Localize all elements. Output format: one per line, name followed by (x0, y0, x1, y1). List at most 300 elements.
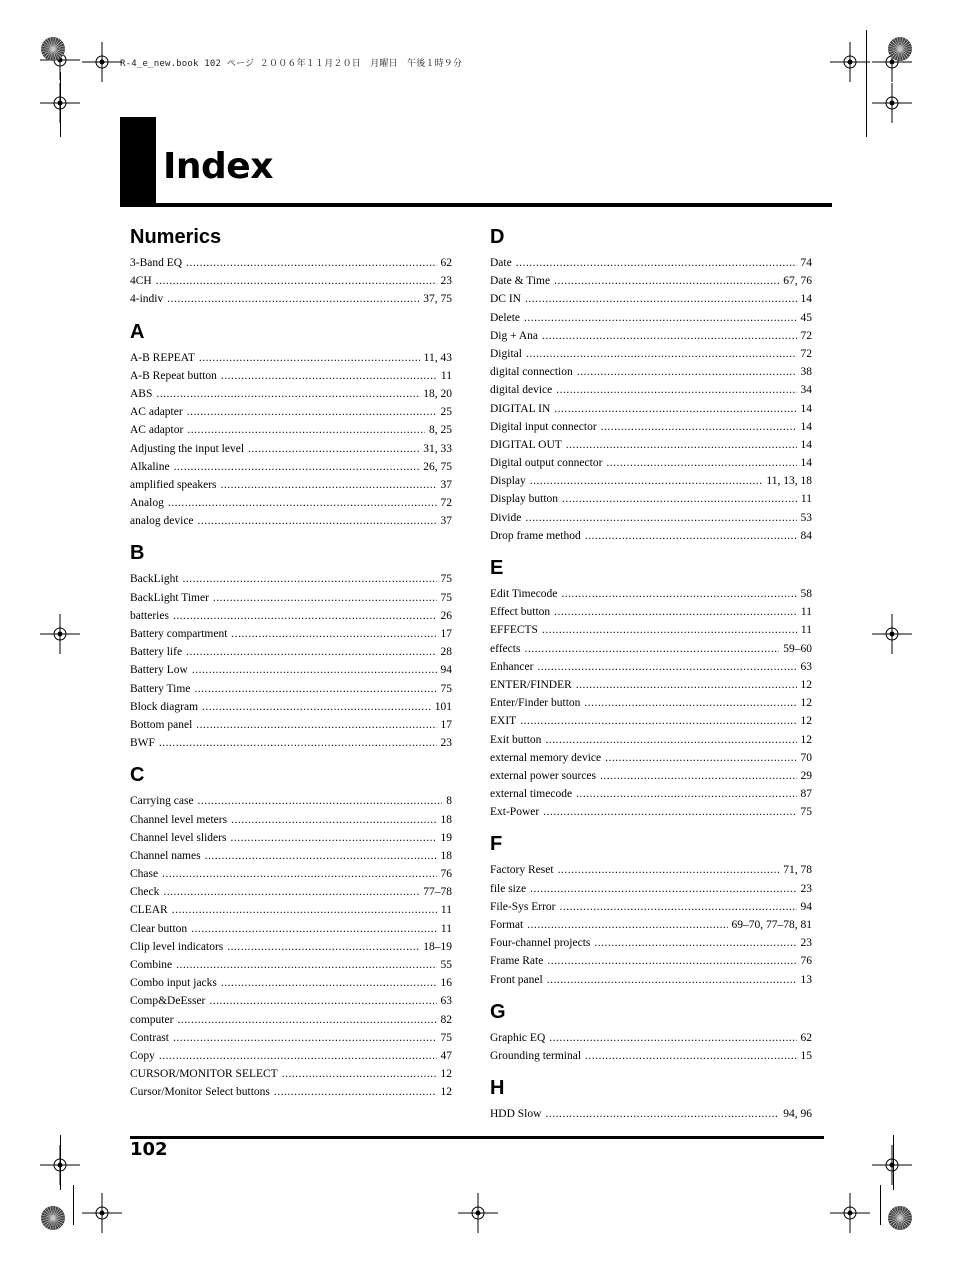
index-pages: 16 (440, 977, 452, 990)
index-pages: 15 (800, 1049, 812, 1062)
index-entry (130, 698, 452, 716)
index-pages: 84 (800, 529, 812, 542)
dot-leader (248, 440, 419, 458)
index-term: Effect button (490, 606, 551, 619)
index-term: Frame Rate (490, 955, 544, 968)
trim-line (60, 1135, 61, 1190)
index-pages: 14 (800, 438, 812, 451)
dot-leader (554, 400, 796, 418)
index-entry (130, 811, 452, 829)
index-pages: 23 (800, 882, 812, 895)
index-term: Display button (490, 493, 559, 506)
index-term: Battery life (130, 646, 183, 659)
index-section (130, 319, 452, 531)
footer-rule (130, 1136, 824, 1139)
index-term: Format (490, 919, 524, 931)
trim-line (866, 72, 867, 137)
index-pages: 45 (800, 311, 812, 324)
index-term: external power sources (490, 769, 597, 782)
index-entry (490, 309, 812, 327)
index-entry (490, 472, 812, 490)
trim-line (866, 30, 867, 72)
index-term: Grounding terminal (490, 1049, 582, 1062)
index-entry (130, 865, 452, 883)
index-pages: 23 (440, 737, 452, 750)
index-term: Four-channel projects (490, 937, 591, 950)
dot-leader (231, 625, 436, 643)
dot-leader (274, 1083, 437, 1101)
title-black-block (120, 117, 156, 205)
index-term: 3-Band EQ (130, 257, 183, 269)
dot-leader (162, 865, 436, 883)
dot-leader (183, 570, 437, 588)
index-entry (130, 272, 452, 290)
index-term: BackLight Timer (130, 591, 209, 604)
index-pages: 38 (800, 366, 812, 379)
index-entry (490, 712, 812, 730)
dot-leader (172, 901, 437, 919)
index-term: BackLight (130, 573, 179, 586)
index-pages: 72 (800, 329, 812, 342)
dot-leader (205, 847, 437, 865)
dot-leader (221, 974, 437, 992)
index-term: 4CH (130, 275, 152, 288)
index-pages: 63 (800, 660, 812, 673)
index-pages: 94, 96 (783, 1108, 812, 1121)
dot-leader (585, 527, 797, 545)
dot-leader (527, 916, 727, 934)
index-pages: 14 (800, 420, 812, 433)
index-term: 4-indiv (130, 293, 164, 306)
index-term: Block diagram (130, 700, 199, 713)
dot-leader (525, 509, 796, 527)
index-term: Copy (130, 1049, 155, 1062)
index-entry (130, 1029, 452, 1047)
index-entry (130, 254, 452, 272)
index-entry (130, 421, 452, 439)
index-term: Carrying case (130, 795, 194, 808)
index-pages: 11, 43 (423, 351, 452, 364)
index-pages: 23 (440, 275, 452, 288)
dot-leader (159, 734, 437, 752)
dot-leader (520, 712, 796, 730)
dot-leader (173, 1029, 437, 1047)
index-entry (130, 440, 452, 458)
dot-leader (549, 1029, 796, 1047)
dot-leader (231, 811, 436, 829)
index-term: amplified speakers (130, 478, 217, 491)
index-term: Analog (130, 497, 164, 510)
index-term: CLEAR (130, 904, 168, 917)
index-pages: 14 (800, 293, 812, 306)
dot-leader (606, 454, 796, 472)
dot-leader (561, 585, 796, 603)
index-term: Digital output connector (490, 457, 603, 470)
index-term: Ext-Power (490, 806, 540, 819)
index-pages: 58 (800, 588, 812, 600)
index-entry (490, 676, 812, 694)
index-entry (130, 938, 452, 956)
index-entry (130, 829, 452, 847)
index-pages: 75 (800, 806, 812, 819)
dot-leader (545, 1105, 779, 1123)
index-term: Date & Time (490, 275, 551, 288)
index-term: DIGITAL IN (490, 402, 551, 415)
index-term: Digital (490, 347, 522, 360)
index-pages: 18 (440, 813, 452, 826)
registration-mark-icon (82, 42, 122, 82)
dot-leader (173, 607, 437, 625)
index-term: file size (490, 882, 527, 895)
index-pages: 62 (440, 257, 452, 269)
index-term: Battery compartment (130, 628, 228, 640)
index-entry (490, 898, 812, 916)
index-entry (490, 490, 812, 508)
dot-leader (194, 680, 436, 698)
index-pages: 18–19 (423, 940, 452, 953)
dot-leader (156, 272, 437, 290)
index-pages: 29 (800, 769, 812, 782)
index-term: Comp&DeEsser (130, 995, 206, 1008)
index-entry (490, 345, 812, 363)
index-pages: 11 (440, 904, 452, 917)
index-term: Digital input connector (490, 420, 597, 433)
trim-line (893, 1135, 894, 1190)
dot-leader (187, 403, 437, 421)
index-pages: 11 (800, 624, 812, 637)
dot-leader (174, 458, 420, 476)
dot-leader (176, 956, 436, 974)
index-section (130, 762, 452, 1101)
index-entry (490, 640, 812, 658)
index-pages: 71, 78 (783, 864, 812, 877)
index-pages: 87 (800, 788, 812, 801)
index-entry (490, 934, 812, 952)
index-pages: 72 (800, 347, 812, 360)
index-pages: 23 (800, 937, 812, 950)
index-term: Battery Low (130, 664, 188, 677)
index-term: Enhancer (490, 660, 534, 673)
dot-leader (558, 861, 780, 879)
index-entry (490, 254, 812, 272)
dot-leader (186, 643, 436, 661)
index-pages: 77–78 (423, 886, 452, 899)
dot-leader (168, 494, 437, 512)
index-term: effects (490, 642, 521, 655)
index-entry (490, 1047, 812, 1065)
index-entry (490, 916, 812, 934)
index-pages: 25 (440, 406, 452, 419)
index-pages: 69–70, 77–78, 81 (731, 919, 812, 931)
index-term: Chase (130, 868, 159, 881)
dot-leader (559, 898, 796, 916)
index-term: Channel level meters (130, 813, 228, 826)
index-entry (490, 621, 812, 639)
index-term: digital connection (490, 366, 573, 379)
index-entry (130, 607, 452, 625)
dot-leader (556, 381, 796, 399)
index-pages: 19 (440, 831, 452, 844)
index-term: computer (130, 1013, 174, 1026)
index-term: Adjusting the input level (130, 442, 245, 455)
index-term: ABS (130, 387, 153, 400)
dot-leader (594, 934, 796, 952)
dot-leader (516, 254, 797, 272)
index-term: Dig + Ana (490, 329, 539, 342)
index-pages: 76 (800, 955, 812, 968)
index-section (130, 540, 452, 752)
registration-mark-icon (872, 83, 912, 123)
dot-leader (167, 290, 419, 308)
index-term: CURSOR/MONITOR SELECT (130, 1068, 278, 1081)
index-section (490, 224, 812, 545)
index-entry (130, 476, 452, 494)
index-pages: 12 (800, 678, 812, 691)
index-entry (130, 385, 452, 403)
index-pages: 74 (800, 257, 812, 269)
index-entry (490, 272, 812, 290)
index-pages: 14 (800, 457, 812, 470)
color-target-icon (887, 36, 913, 62)
section-heading: G (490, 1000, 506, 1023)
color-target-icon (40, 1205, 66, 1231)
index-pages: 59–60 (783, 642, 812, 655)
index-entry (490, 971, 812, 989)
index-entry (130, 349, 452, 367)
index-term: Front panel (490, 973, 543, 986)
dot-leader (525, 290, 797, 308)
trim-line (73, 1185, 74, 1225)
registration-mark-icon (82, 1193, 122, 1233)
index-entry (490, 454, 812, 472)
section-heading: D (490, 226, 505, 248)
index-pages: 47 (440, 1049, 452, 1062)
dot-leader (585, 1047, 796, 1065)
dot-leader (192, 661, 437, 679)
index-entry (130, 992, 452, 1010)
index-pages: 17 (440, 628, 452, 640)
page-number: 102 (130, 1139, 168, 1160)
dot-leader (213, 589, 437, 607)
index-pages: 37, 75 (423, 293, 452, 306)
index-term: Divide (490, 511, 522, 524)
index-entry (490, 731, 812, 749)
dot-leader (196, 716, 436, 734)
index-entry (490, 418, 812, 436)
index-section (490, 831, 812, 988)
index-entry (130, 716, 452, 734)
dot-leader (600, 767, 796, 785)
dot-leader (163, 883, 419, 901)
index-pages: 28 (440, 646, 452, 659)
registration-mark-icon (830, 1193, 870, 1233)
index-term: AC adapter (130, 406, 183, 419)
index-entry (130, 625, 452, 643)
index-term: DIGITAL OUT (490, 438, 562, 451)
index-term: Display (490, 475, 526, 488)
trim-line (880, 1185, 881, 1225)
index-pages: 75 (440, 573, 452, 586)
index-entry (490, 658, 812, 676)
dot-leader (601, 418, 797, 436)
dot-leader (159, 1047, 437, 1065)
index-pages: 11, 13, 18 (766, 475, 812, 488)
dot-leader (227, 938, 419, 956)
index-entry (490, 803, 812, 821)
dot-leader (547, 971, 797, 989)
index-pages: 94 (440, 664, 452, 677)
index-term: Bottom panel (130, 718, 193, 731)
index-term: Graphic EQ (490, 1031, 546, 1044)
index-pages: 37 (440, 478, 452, 491)
dot-leader (537, 658, 796, 676)
section-heading: B (130, 542, 145, 565)
index-pages: 11 (800, 493, 812, 506)
index-pages: 26, 75 (423, 460, 452, 473)
index-pages: 55 (440, 959, 452, 971)
index-pages: 12 (800, 733, 812, 746)
index-entry (490, 861, 812, 879)
registration-mark-icon (872, 614, 912, 654)
dot-leader (221, 476, 437, 494)
index-term: external memory device (490, 751, 602, 764)
dot-leader (202, 698, 431, 716)
index-pages: 11 (800, 606, 812, 619)
index-entry (490, 749, 812, 767)
dot-leader (545, 731, 796, 749)
index-entry (130, 1011, 452, 1029)
index-term: ENTER/FINDER (490, 678, 572, 691)
index-entry (130, 974, 452, 992)
index-pages: 62 (800, 1031, 812, 1044)
index-pages: 31, 33 (423, 442, 452, 455)
index-term: Combine (130, 959, 173, 971)
dot-leader (282, 1065, 437, 1083)
dot-leader (156, 385, 419, 403)
section-heading: H (490, 1077, 505, 1100)
index-pages: 11 (440, 369, 452, 382)
dot-leader (576, 676, 797, 694)
index-term: Enter/Finder button (490, 697, 581, 710)
index-entry (490, 327, 812, 345)
index-entry (130, 643, 452, 661)
index-entry (490, 1105, 812, 1123)
index-entry (130, 920, 452, 938)
index-term: analog device (130, 515, 194, 528)
dot-leader (562, 490, 797, 508)
section-heading: E (490, 557, 504, 579)
dot-leader (554, 272, 779, 290)
index-term: Alkaline (130, 460, 170, 473)
index-term: Delete (490, 311, 521, 324)
index-pages: 67, 76 (783, 275, 812, 288)
registration-mark-icon (40, 614, 80, 654)
dot-leader (542, 327, 796, 345)
index-pages: 37 (440, 515, 452, 528)
index-pages: 72 (440, 497, 452, 510)
index-entry (490, 767, 812, 785)
index-term: EXIT (490, 715, 517, 728)
dot-leader (221, 367, 437, 385)
index-entry (130, 494, 452, 512)
index-pages: 75 (440, 682, 452, 695)
dot-leader (542, 621, 797, 639)
index-term: EFFECTS (490, 624, 538, 637)
index-pages: 13 (800, 973, 812, 986)
index-term: external timecode (490, 788, 573, 801)
index-entry (130, 792, 452, 810)
index-entry (490, 785, 812, 803)
dot-leader (577, 363, 797, 381)
index-pages: 101 (434, 700, 452, 713)
index-entry (130, 734, 452, 752)
section-heading: Numerics (130, 226, 222, 248)
index-section (130, 224, 452, 309)
registration-mark-icon (872, 1145, 912, 1185)
index-pages: 82 (440, 1013, 452, 1026)
index-term: A-B REPEAT (130, 351, 195, 364)
index-pages: 12 (440, 1068, 452, 1081)
print-header: R-4_e_new.book 102 ページ ２００６年１１月２０日 月曜日 午後１時９分 (120, 59, 463, 69)
index-term: Clip level indicators (130, 940, 224, 953)
index-entry (130, 1083, 452, 1101)
index-pages: 18 (440, 849, 452, 862)
index-term: Factory Reset (490, 864, 554, 877)
index-pages: 53 (800, 511, 812, 524)
index-entry (130, 1047, 452, 1065)
dot-leader (524, 309, 796, 327)
index-entry (130, 661, 452, 679)
registration-mark-icon (830, 42, 870, 82)
index-entry (490, 290, 812, 308)
index-pages: 17 (440, 718, 452, 731)
index-pages: 14 (800, 402, 812, 415)
trim-line (60, 72, 61, 137)
index-pages: 70 (800, 751, 812, 764)
index-column-left (130, 224, 452, 1112)
index-pages: 18, 20 (423, 387, 452, 400)
dot-leader (209, 992, 436, 1010)
index-term: Cursor/Monitor Select buttons (130, 1086, 270, 1099)
index-pages: 75 (440, 591, 452, 604)
index-entry (490, 952, 812, 970)
index-entry (490, 527, 812, 545)
dot-leader (187, 421, 425, 439)
index-entry (490, 436, 812, 454)
dot-leader (524, 640, 779, 658)
index-entry (130, 570, 452, 588)
index-pages: 34 (800, 384, 812, 397)
index-section (490, 999, 812, 1065)
index-pages: 76 (440, 868, 452, 881)
dot-leader (191, 920, 437, 938)
dot-leader (543, 803, 796, 821)
index-entry (130, 956, 452, 974)
page-title: Index (163, 146, 273, 187)
dot-leader (576, 785, 796, 803)
index-pages: 63 (440, 995, 452, 1008)
index-entry (490, 363, 812, 381)
section-heading: C (130, 764, 145, 787)
index-entry (490, 1029, 812, 1047)
index-term: Channel level sliders (130, 831, 227, 844)
index-term: File-Sys Error (490, 900, 556, 913)
index-entry (490, 694, 812, 712)
index-term: BWF (130, 737, 155, 750)
index-entry (490, 509, 812, 527)
index-term: HDD Slow (490, 1108, 542, 1121)
dot-leader (230, 829, 436, 847)
